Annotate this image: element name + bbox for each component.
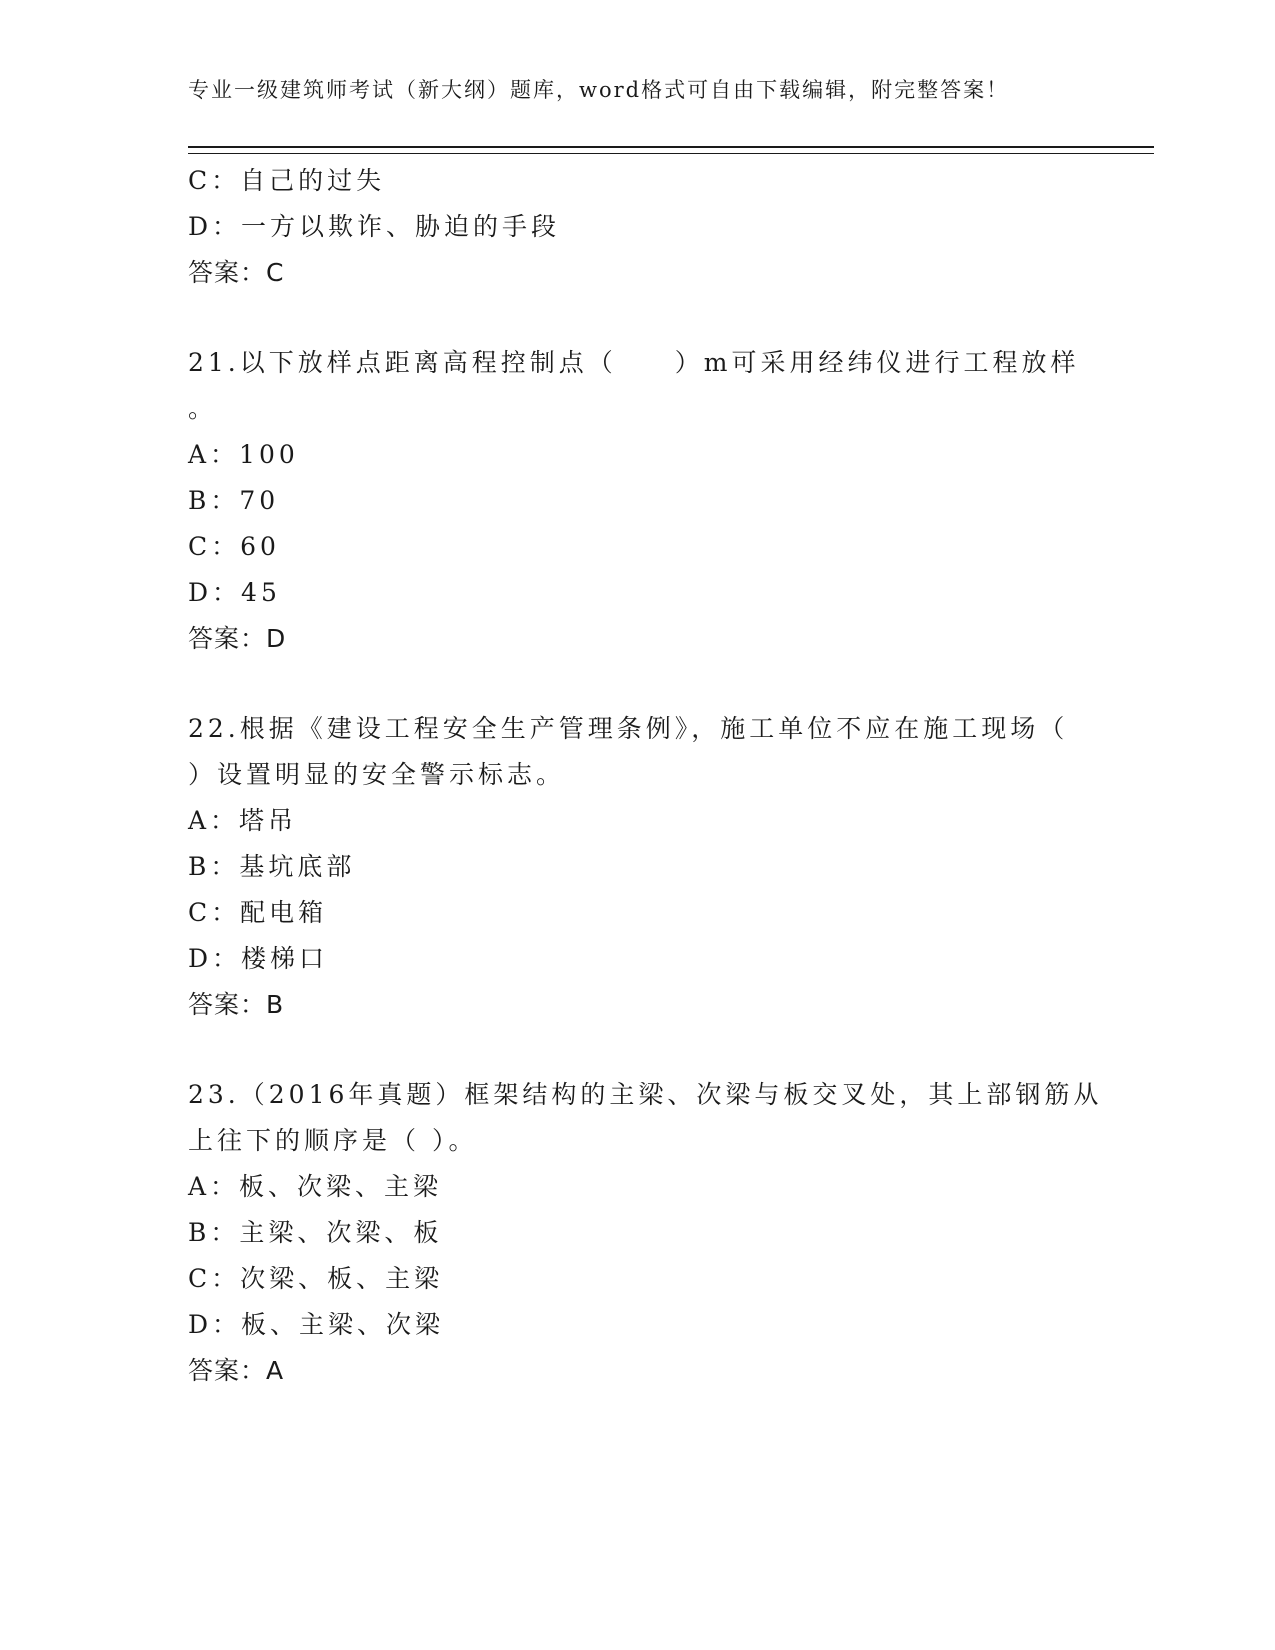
option-d: D：一方以欺诈、胁迫的手段 — [188, 212, 561, 241]
option-d: D：45 — [188, 578, 281, 607]
option-c: C：配电箱 — [188, 898, 328, 927]
page-header: 专业一级建筑师考试（新大纲）题库，word格式可自由下载编辑，附完整答案！ — [188, 78, 1010, 102]
answer-line: 答案：B — [188, 990, 285, 1019]
previous-question-tail — [188, 158, 1088, 296]
option-a: A：塔吊 — [188, 806, 298, 835]
header-double-rule — [188, 146, 1154, 154]
option-a: A：板、次梁、主梁 — [188, 1172, 443, 1201]
option-b: B：基坑底部 — [188, 852, 356, 881]
answer-line: 答案：D — [188, 624, 287, 653]
answer-line: 答案：A — [188, 1356, 285, 1385]
option-a: A：100 — [188, 440, 299, 469]
document-body — [188, 158, 1103, 1394]
option-b: B：70 — [188, 486, 280, 515]
spacer — [188, 662, 1088, 706]
question-stem-line-1: 22.根据《建设工程安全生产管理条例》，施工单位不应在施工现场（ — [188, 714, 1069, 743]
option-c: C：自己的过失 — [188, 166, 386, 195]
spacer — [188, 296, 1088, 340]
question-22 — [188, 706, 1088, 1028]
question-23 — [188, 1072, 1103, 1394]
spacer — [188, 1028, 1088, 1072]
question-stem-line-1: 23.（2016年真题）框架结构的主梁、次梁与板交叉处，其上部钢筋从 — [188, 1080, 1103, 1109]
option-c: C：次梁、板、主梁 — [188, 1264, 444, 1293]
option-d: D：楼梯口 — [188, 944, 329, 973]
question-stem-line-2: 。 — [188, 394, 218, 423]
option-b: B：主梁、次梁、板 — [188, 1218, 443, 1247]
question-21 — [188, 340, 1088, 662]
question-stem-line-2: ）设置明显的安全警示标志。 — [188, 760, 566, 789]
question-stem-line-1: 21.以下放样点距离高程控制点（ ）m可采用经纬仪进行工程放样 — [188, 348, 1080, 377]
answer-line: 答案：C — [188, 258, 285, 287]
option-c: C：60 — [188, 532, 280, 561]
question-stem-line-2: 上往下的顺序是（ ）。 — [188, 1126, 478, 1155]
option-d: D：板、主梁、次梁 — [188, 1310, 445, 1339]
